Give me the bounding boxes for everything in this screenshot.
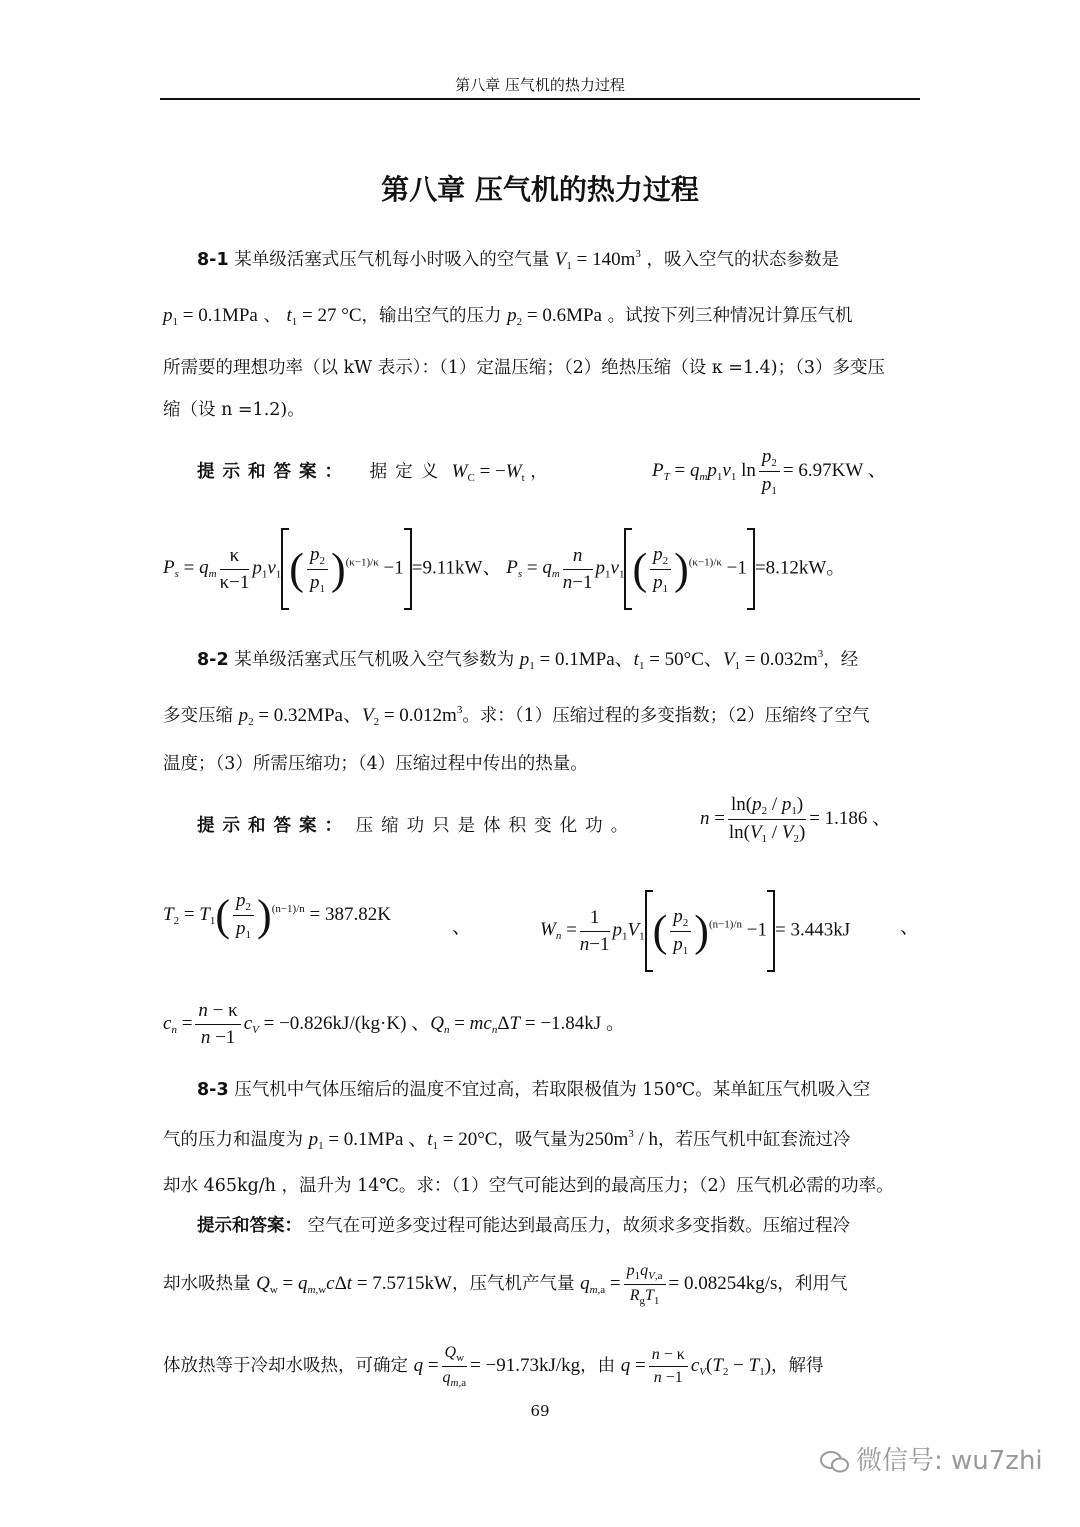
text: ，压气机产气量	[451, 1273, 575, 1294]
text: ，吸入空气的状态参数是	[646, 250, 839, 270]
hint-label: 提示和答案：	[197, 462, 350, 482]
sep: 、	[900, 917, 920, 938]
text: 却水吸热量	[163, 1273, 251, 1294]
text: 据定义	[369, 462, 447, 482]
text: 。试按下列三种情况计算压气机	[607, 306, 853, 326]
sep: 、	[452, 917, 472, 938]
result-isothermal: 6.97KW	[798, 459, 863, 481]
text: 体放热等于冷却水吸热，可确定	[163, 1355, 408, 1376]
text: 压缩功只是体积变化功。	[355, 816, 637, 836]
text: ，输出空气的压力	[361, 306, 502, 326]
header-rule	[160, 98, 920, 100]
result-adiabatic: 9.11kW	[422, 557, 483, 579]
text: 某单级活塞式压气机每小时吸入的空气量	[234, 250, 550, 270]
hint-8-3-line3: 体放热等于冷却水吸热，可确定 q = $\frac{Q_w}{q_{m,a}}$ = −91.73kJ/kg，由 q = $\frac{n - \kappa}{n -1}$ $c_V(T_2 - T_1)$，解得	[163, 1344, 824, 1389]
problem-8-3-line3: 却水 465kg/h ，温升为 14℃。求：（1）空气可能达到的最高压力；（2）压气机必需的功率。	[163, 1176, 894, 1196]
text: 。求：（1）压缩过程的多变指数；（2）压缩终了空气	[462, 706, 870, 726]
running-header: 第八章 压气机的热力过程	[455, 76, 625, 94]
problem-8-1-line4: 缩（设 n =1.2)。	[163, 400, 305, 420]
chapter-title: 第八章 压气机的热力过程	[381, 173, 699, 206]
result-Qn: −1.84kJ	[540, 1012, 602, 1034]
eq-cn: $c_n$ = $\frac{n - \kappa}{n -1}$ $c_V = -0.826kJ/(kg\cdot K)$ 、$Q_n = mc_n\Delta T = -1.84kJ$ 。	[163, 1000, 625, 1048]
hint-8-3-line1	[197, 1212, 957, 1237]
page-number: 69	[530, 1402, 550, 1420]
result-n: 1.186	[824, 807, 868, 829]
wechat-icon	[820, 1450, 850, 1474]
problem-8-3-line2: 气的压力和温度为 $p_1 = 0.1MPa$ 、$t_1 = 20^\circ C$，吸气量为$250m^3$ / h，若压气机中缸套流过冷	[163, 1128, 851, 1152]
text: ，解得	[771, 1355, 824, 1376]
text: 空气在可逆多变过程可能达到最高压力，故须求多变指数。压缩过程冷	[307, 1216, 851, 1236]
text: ，吸气量为	[497, 1130, 585, 1150]
text: 某单级活塞式压气机吸入空气参数为	[234, 650, 515, 670]
problem-8-1-line3: 所需要的理想功率（以 kW 表示）：（1）定温压缩；（2）绝热压缩（设 κ =1.4)；（3）多变压	[163, 358, 886, 378]
result-q: −91.73kJ/kg	[485, 1354, 581, 1376]
hint-label: 提示和答案：	[197, 1216, 302, 1236]
problem-8-2-line3: 温度；（3）所需压缩功；（4）压缩过程中传出的热量。	[163, 754, 588, 774]
text: 压气机中气体压缩后的温度不宜过高，若取限极值为 150℃。某单缸压气机吸入空	[234, 1080, 871, 1100]
text: ，由	[580, 1355, 616, 1376]
text: 多变压缩	[163, 706, 233, 726]
eq-n: n = $\frac{\ln(p_2 / p_1)}{\ln(V_1 / V_2)}$ = 1.186 、	[700, 794, 892, 845]
eq-T2: $T_2 = T_1$( $\frac{p_2}{p_1}$ )$^{(n-1)/n}$ = 387.82K	[163, 890, 391, 941]
text: 、	[263, 306, 281, 326]
result-polytropic: 8.12kW	[765, 557, 827, 579]
text: ，经	[823, 650, 859, 670]
eq-Ps: $P_s = q_m$ $\frac{\kappa}{\kappa-1}$ $p_1v_1$ ( $\frac{p_2}{p_1}$ )$^{(\kappa-1)/\kappa}$ −1 =9.11kW、 $P_s = q_m$ $\frac{n}{n-1}$ $p_1v_1$ ( $\frac{p_2}{p_1}$ )$^{(\kappa-1)/\kappa}$ −1 =8.12kW。	[163, 528, 845, 610]
problem-8-3-line1	[197, 1076, 957, 1101]
text: ，若压气机中缸套流过冷	[658, 1130, 851, 1150]
eq-PT: $P_T = q_mp_1v_1$ ln $\frac{p_2}{p_1}$ = 6.97KW 、	[652, 446, 887, 497]
hint-8-3-line2: 却水吸热量 $Q_w = q_{m,w}c\Delta t = 7.5715kW$，压气机产气量 $q_{m,a}$ = $\frac{p_1q_{V,a}}{R_gT_1}$ = 0.08254kg/s，利用气	[163, 1262, 848, 1307]
hint-8-1: 提示和答案： 据定义 $W_C = -W_t$ ，	[197, 461, 548, 484]
result-Qw: 7.5715kW	[372, 1272, 452, 1294]
result-Wn: 3.443kJ	[790, 919, 851, 941]
problem-8-1-line2: $p_1 = 0.1MPa$ 、 $t_1 = 27$ °C，输出空气的压力 $p_2 = 0.6MPa$ 。试按下列三种情况计算压气机	[163, 305, 853, 328]
problem-number: 8-1	[197, 250, 229, 270]
problem-number: 8-3	[197, 1080, 229, 1100]
result-qma: 0.08254kg/s	[683, 1272, 778, 1294]
text: ，利用气	[777, 1273, 848, 1294]
problem-8-2-line1: 8-2 某单级活塞式压气机吸入空气参数为 $p_1 = 0.1MPa$、$t_1 = 50^\circ C$、$V_1 = 0.032m^3$，经	[197, 648, 859, 672]
problem-number: 8-2	[197, 650, 229, 670]
problem-8-2-line2: 多变压缩 $p_2 = 0.32MPa$、$V_2 = 0.012m^3$。求：（1）压缩过程的多变指数；（2）压缩终了空气	[163, 704, 870, 728]
watermark	[820, 1440, 1043, 1477]
result-T2: 387.82K	[325, 903, 391, 925]
hint-label: 提示和答案：	[197, 816, 350, 836]
eq-Wn: $W_n$ = $\frac{1}{n-1}$ $p_1V_1$ ( $\frac{p_2}{p_1}$ )$^{(n-1)/n}$ −1 = 3.443kJ	[540, 890, 850, 972]
result-cn: −0.826kJ/(kg·K)	[279, 1012, 407, 1034]
text: 气的压力和温度为	[163, 1130, 303, 1150]
problem-8-1-line1: 8-1 某单级活塞式压气机每小时吸入的空气量 $V_1 = 140m^3$ ，吸入空气的状态参数是	[197, 248, 839, 272]
watermark-text: 微信号: wu7zhi	[856, 1446, 1043, 1476]
